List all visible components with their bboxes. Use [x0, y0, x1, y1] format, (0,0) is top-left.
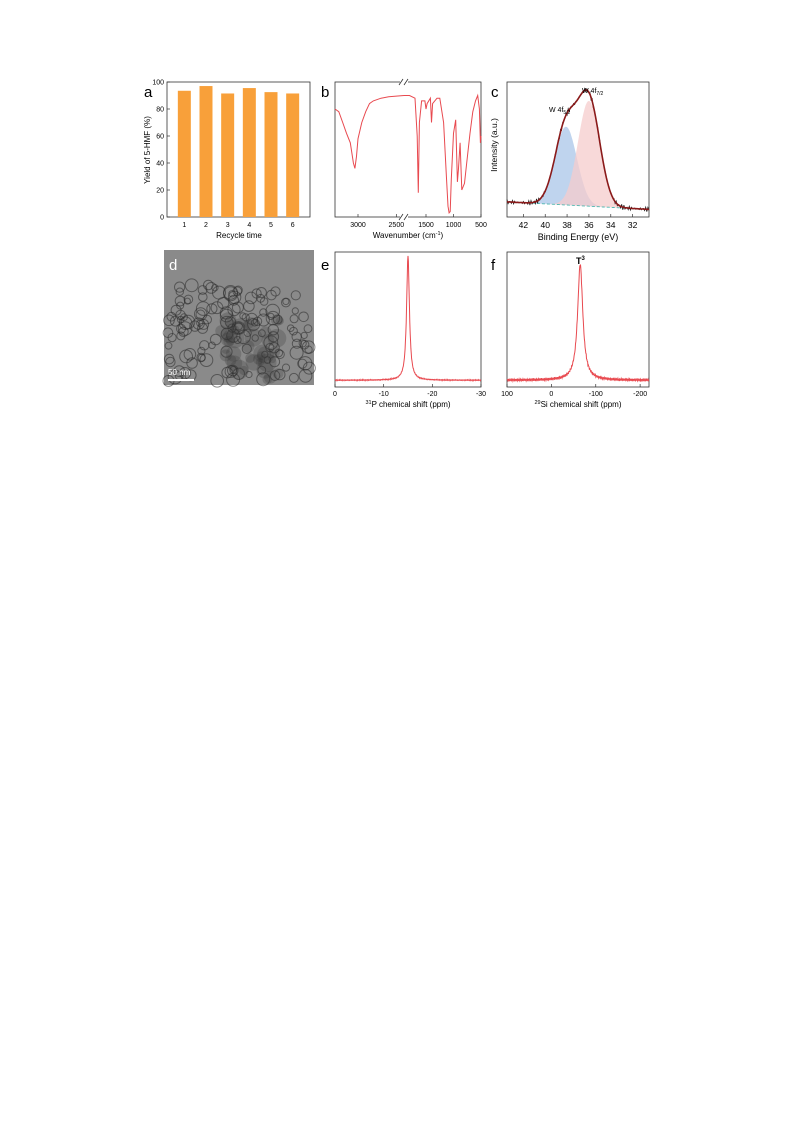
- x-tick-label-b: 1000: [445, 222, 462, 229]
- x-tick-label-a: 2: [204, 222, 208, 229]
- bar-a: [178, 91, 191, 217]
- bar-a: [200, 86, 213, 217]
- bar-a: [243, 88, 256, 217]
- x-axis-label-f: $^{29}$Si chemical shift (ppm): [534, 400, 622, 409]
- x-ticks-a: [182, 214, 294, 229]
- axis-break-bottom: [399, 213, 408, 221]
- x-ticks-f: [501, 384, 647, 398]
- peak-fill-w4f72: [507, 101, 649, 209]
- tem-shadow: [271, 314, 283, 326]
- y-tick-label-a: 0: [160, 214, 164, 222]
- x-tick-label-f: 100: [501, 391, 513, 398]
- panel-letter-a: a: [144, 84, 153, 101]
- x-tick-label-b: 2500: [388, 222, 405, 229]
- y-tick-label-a: 20: [156, 187, 164, 195]
- x-tick-label-c: 42: [518, 220, 529, 230]
- panel-d: [163, 250, 315, 387]
- x-axis-label-a: Recycle time: [216, 231, 262, 240]
- axis-break-top: [399, 78, 408, 86]
- x-tick-label-c: 38: [562, 220, 572, 230]
- y-axis-label-c: Intensity (a.u.): [489, 118, 499, 172]
- panel-letter-f: f: [491, 257, 496, 274]
- x-tick-label-f: -200: [633, 391, 648, 398]
- bar-a: [286, 93, 299, 217]
- tem-shadow: [258, 354, 276, 372]
- plot-frame-f: [507, 252, 649, 387]
- x-tick-label-a: 5: [269, 222, 273, 229]
- panel-f: [491, 252, 649, 409]
- tem-shadow: [264, 371, 277, 384]
- x-tick-label-a: 6: [290, 222, 295, 229]
- scale-bar-label: 50 nm: [168, 368, 191, 377]
- panel-letter-e: e: [321, 257, 330, 274]
- plot-frame-e: [335, 252, 481, 387]
- x-tick-label-e: -10: [378, 391, 389, 398]
- x-tick-label-b: 3000: [350, 222, 366, 229]
- panel-letter-b: b: [321, 84, 330, 101]
- tem-shadow: [242, 340, 255, 353]
- tem-shadow: [244, 319, 253, 328]
- bars-a: [178, 86, 299, 217]
- x-tick-label-b: 500: [475, 222, 487, 229]
- x-axis-label-e: $^{31}$P chemical shift (ppm): [365, 400, 451, 409]
- bar-a: [221, 93, 234, 217]
- x-ticks-e: [333, 384, 486, 398]
- x-tick-label-e: -30: [475, 391, 487, 398]
- panel-c: [489, 82, 649, 242]
- p31-nmr-line: [335, 256, 481, 381]
- x-axis-label-c: Binding Energy (eV): [537, 232, 619, 242]
- bar-a: [265, 92, 278, 217]
- x-tick-label-f: -100: [588, 391, 603, 398]
- x-tick-label-e: 0: [333, 391, 337, 398]
- x-tick-label-a: 1: [182, 222, 187, 229]
- peak-label-w4f52: W $4f_{5/2}$: [549, 107, 571, 116]
- x-axis-label-b: Wavenumber $(cm^{-1})$: [372, 231, 444, 240]
- y-tick-label-a: 100: [152, 79, 164, 87]
- panel-e: [321, 252, 486, 409]
- si29-nmr-line: [507, 265, 649, 382]
- x-tick-label-c: 32: [627, 220, 638, 230]
- x-tick-label-a: 4: [247, 222, 252, 229]
- y-axis-label-a: Yield of 5-HMF (%): [143, 116, 152, 184]
- tem-shadow: [229, 360, 249, 380]
- panel-letter-c: c: [491, 84, 499, 101]
- x-tick-label-c: 36: [584, 220, 594, 230]
- x-tick-label-f: 0: [549, 391, 554, 398]
- x-tick-label-e: -20: [427, 391, 438, 398]
- ir-spectrum-line: [335, 96, 481, 213]
- x-tick-label-c: 34: [606, 220, 616, 230]
- y-tick-label-a: 40: [156, 160, 164, 168]
- peak-label-w4f72: W $4f_{7/2}$: [582, 88, 604, 97]
- y-tick-label-a: 60: [156, 133, 164, 141]
- x-tick-label-c: 40: [540, 220, 550, 230]
- panel-a: [143, 80, 310, 241]
- x-ticks-b: [350, 214, 487, 229]
- panel-b: [321, 78, 487, 240]
- x-tick-label-a: 3: [225, 222, 230, 229]
- x-ticks-c: [519, 214, 638, 230]
- tem-shadow: [220, 349, 232, 361]
- y-tick-label-a: 80: [156, 106, 164, 114]
- peak-label-t3: $T^3$: [576, 256, 585, 266]
- x-tick-label-b: 1500: [418, 222, 434, 229]
- tem-shadow: [226, 319, 236, 329]
- panel-letter-d: d: [169, 257, 178, 274]
